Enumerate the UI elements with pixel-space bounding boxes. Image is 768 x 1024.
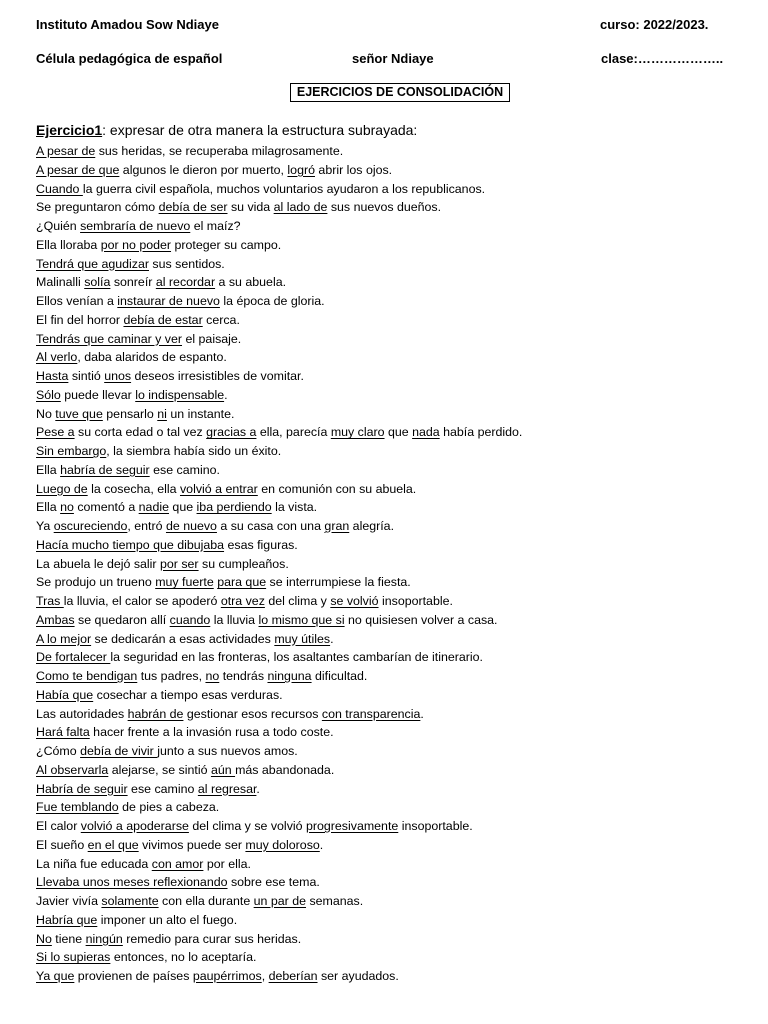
- sentence-text: sus heridas, se recuperaba milagrosamente.: [95, 144, 344, 158]
- sentence-text: El sueño: [36, 837, 88, 852]
- underlined-phrase: lo mismo que si: [258, 612, 345, 627]
- sentence-text: deseos irresistibles de vomitar.: [131, 369, 304, 383]
- sentence-text: se dedicarán a esas actividades: [91, 631, 275, 646]
- underlined-phrase: unos: [104, 369, 132, 383]
- underlined-phrase: habrán de: [127, 706, 184, 721]
- underlined-phrase: Como te bendigan: [36, 669, 138, 683]
- sentence-item: [36, 442, 522, 461]
- sentence-text: proteger su campo.: [171, 237, 282, 252]
- sentence-item: [36, 798, 522, 817]
- sentence-text: gestionar esos recursos: [183, 706, 322, 721]
- sentence-item: [36, 892, 522, 911]
- underlined-phrase: Sólo: [36, 387, 61, 402]
- class-field: clase:………………..: [601, 51, 724, 66]
- exercise-heading: [36, 122, 417, 138]
- sentence-text: con ella durante: [158, 894, 254, 908]
- sentence-text: la cosecha, ella: [87, 481, 180, 496]
- sentence-text: puede llevar: [60, 387, 136, 402]
- sentence-item: [36, 461, 522, 480]
- sentence-text: La niña fue educada: [36, 856, 152, 871]
- sentence-item: [36, 742, 522, 761]
- underlined-phrase: Pese a: [36, 425, 75, 440]
- sentence-item: [36, 217, 522, 236]
- underlined-phrase: logró: [287, 162, 315, 177]
- sentence-text: ser ayudados.: [317, 969, 399, 983]
- department-name: Célula pedagógica de español: [36, 51, 223, 66]
- underlined-phrase: Cuando: [36, 181, 83, 196]
- underlined-phrase: otra vez: [220, 594, 265, 608]
- underlined-phrase: al regresar: [197, 781, 257, 796]
- underlined-phrase: cuando: [169, 612, 211, 627]
- underlined-phrase: ni: [157, 406, 167, 421]
- sentence-text: Ella: [36, 462, 61, 477]
- sentence-text: sintió: [68, 369, 105, 383]
- sentence-item: [36, 292, 522, 311]
- sentence-text: insoportable.: [398, 819, 473, 833]
- sentence-text: ella, parecía: [256, 425, 331, 440]
- sentence-text: sobre ese tema.: [227, 875, 320, 890]
- sentence-text: junto a sus nuevos amos.: [157, 744, 298, 758]
- sentence-item: [36, 630, 522, 649]
- underlined-phrase: al lado de: [273, 200, 328, 215]
- sentence-item: [36, 180, 522, 199]
- sentence-text: algunos le dieron por muerto,: [119, 162, 288, 177]
- sentence-text: Se preguntaron cómo: [36, 200, 159, 215]
- underlined-phrase: de nuevo: [165, 519, 217, 533]
- sentence-item: [36, 705, 522, 724]
- sentence-item: [36, 592, 522, 611]
- underlined-phrase: al recordar: [155, 275, 216, 290]
- sentence-text: el paisaje.: [182, 331, 242, 346]
- sentence-text: Ellos venían a: [36, 294, 118, 308]
- sentence-text: sus sentidos.: [148, 256, 225, 271]
- underlined-phrase: debía de vivir: [80, 744, 158, 758]
- underlined-phrase: No: [36, 931, 52, 946]
- sentence-item: [36, 405, 522, 424]
- underlined-phrase: Tendrás que caminar y ver: [36, 331, 183, 346]
- sentence-text: cerca.: [202, 312, 240, 327]
- sentence-item: [36, 723, 522, 742]
- sentence-text: alejarse, se sintió: [108, 762, 211, 777]
- underlined-phrase: tuve que: [55, 406, 103, 421]
- sentence-item: [36, 142, 522, 161]
- underlined-phrase: A lo mejor: [36, 631, 92, 646]
- sentence-text: La abuela le dejó salir: [36, 556, 160, 571]
- sentence-item: [36, 367, 522, 386]
- sentence-item: [36, 386, 522, 405]
- sentence-text: cosechar a tiempo esas verduras.: [93, 687, 283, 702]
- underlined-phrase: no: [205, 669, 220, 683]
- sentence-item: [36, 311, 522, 330]
- underlined-phrase: debía de estar: [123, 312, 203, 327]
- underlined-phrase: Ya que: [36, 969, 75, 983]
- sentence-text: alegría.: [349, 519, 395, 533]
- sentence-item: [36, 780, 522, 799]
- sentence-text: ese camino.: [149, 462, 220, 477]
- underlined-phrase: Tras: [36, 594, 64, 608]
- sentence-text: sus nuevos dueños.: [327, 200, 442, 215]
- sentence-item: [36, 930, 522, 949]
- sentence-item: [36, 911, 522, 930]
- sentence-item: [36, 423, 522, 442]
- sentence-text: Ya: [36, 519, 54, 533]
- sentence-text: del clima y se volvió: [188, 819, 306, 833]
- underlined-phrase: por no poder: [100, 237, 172, 252]
- sentence-item: [36, 648, 522, 667]
- sentence-item: [36, 555, 522, 574]
- sentence-text: tiene: [51, 931, 86, 946]
- sentence-item: [36, 836, 522, 855]
- underlined-phrase: instaurar de nuevo: [117, 294, 220, 308]
- sentence-text: de pies a cabeza.: [118, 800, 220, 815]
- course-year: curso: 2022/2023.: [600, 17, 709, 32]
- sentence-text: se interrumpiese la fiesta.: [266, 575, 411, 590]
- sentence-text: no quisiesen volver a casa.: [344, 612, 498, 627]
- underlined-phrase: Luego de: [36, 481, 88, 496]
- sentence-item: [36, 348, 522, 367]
- sentence-text: su corta edad o tal vez: [74, 425, 207, 440]
- underlined-phrase: con transparencia: [321, 706, 421, 721]
- sentence-text: Ella: [36, 500, 61, 515]
- sentence-text: Las autoridades: [36, 706, 128, 721]
- sentence-text: la época de gloria.: [219, 294, 325, 308]
- underlined-phrase: solamente: [101, 894, 159, 908]
- sentence-text: la seguridad en las fronteras, los asaltantes cambarían de itinerario.: [110, 650, 483, 665]
- sentence-text: Ella lloraba: [36, 237, 101, 252]
- underlined-phrase: no: [60, 500, 74, 515]
- sentence-item: [36, 573, 522, 592]
- underlined-phrase: iba perdiendo: [196, 500, 272, 515]
- underlined-phrase: ninguna: [267, 669, 312, 683]
- sentence-text: la guerra civil española, muchos voluntarios ayudaron a los republicanos.: [82, 181, 486, 196]
- sentence-text: .: [224, 387, 228, 402]
- sentence-list: [36, 142, 522, 986]
- underlined-phrase: De fortalecer: [36, 650, 111, 665]
- sentence-text: abrir los ojos.: [314, 162, 393, 177]
- sentence-item: [36, 686, 522, 705]
- sentence-text: remedio para curar sus heridas.: [122, 931, 302, 946]
- sentence-text: que: [384, 425, 413, 440]
- sentence-text: tus padres,: [137, 669, 206, 683]
- underlined-phrase: Hacía mucho tiempo que dibujaba: [36, 537, 225, 552]
- sentence-text: El calor: [36, 819, 81, 833]
- sentence-text: por ella.: [203, 856, 251, 871]
- sentence-text: Javier vivía: [36, 894, 102, 908]
- sentence-item: [36, 611, 522, 630]
- underlined-phrase: Sin embargo: [36, 444, 107, 458]
- underlined-phrase: nadie: [138, 500, 169, 515]
- sentence-text: su vida: [227, 200, 274, 215]
- underlined-phrase: ningún: [85, 931, 123, 946]
- underlined-phrase: muy fuerte: [155, 575, 214, 590]
- sentence-text: .: [330, 631, 334, 646]
- sentence-text: del clima y: [264, 594, 331, 608]
- sentence-item: [36, 161, 522, 180]
- underlined-phrase: Habría que: [36, 912, 98, 927]
- sentence-text: , la siembra había sido un éxito.: [106, 444, 282, 458]
- sentence-text: vivimos puede ser: [138, 837, 246, 852]
- sentence-text: la lluvia: [210, 612, 259, 627]
- underlined-phrase: A pesar de: [36, 144, 96, 158]
- sentence-text: a su casa con una: [216, 519, 325, 533]
- sentence-text: .: [256, 781, 260, 796]
- sentence-text: ese camino: [127, 781, 198, 796]
- sentence-text: pensarlo: [102, 406, 158, 421]
- sentence-text: dificultad.: [311, 669, 368, 683]
- underlined-phrase: Había que: [36, 687, 94, 702]
- sentence-item: [36, 517, 522, 536]
- sentence-text: semanas.: [306, 894, 364, 908]
- sentence-text: en comunión con su abuela.: [257, 481, 417, 496]
- teacher-name: señor Ndiaye: [352, 51, 434, 66]
- underlined-phrase: progresivamente: [305, 819, 399, 833]
- underlined-phrase: paupérrimos: [192, 969, 262, 983]
- sentence-text: un instante.: [166, 406, 235, 421]
- sentence-text: Se produjo un trueno: [36, 575, 156, 590]
- underlined-phrase: nada: [412, 425, 440, 440]
- sentence-text: más abandonada.: [235, 762, 335, 777]
- sentence-item: [36, 330, 522, 349]
- sentence-text: .: [319, 837, 324, 852]
- sentence-text: sonreír: [110, 275, 156, 290]
- page-title: EJERCICIOS DE CONSOLIDACIÓN: [290, 83, 510, 102]
- underlined-phrase: aún: [210, 762, 236, 777]
- underlined-phrase: Si lo supieras: [36, 950, 111, 965]
- sentence-text: tendrás: [219, 669, 268, 683]
- sentence-item: [36, 255, 522, 274]
- underlined-phrase: por ser: [160, 556, 199, 571]
- underlined-phrase: con amor: [151, 856, 204, 871]
- sentence-text: la lluvia, el calor se apoderó: [63, 594, 221, 608]
- sentence-text: provienen de países: [74, 969, 193, 983]
- sentence-text: se quedaron allí: [74, 612, 170, 627]
- underlined-phrase: Tendrá que agudizar: [36, 256, 149, 271]
- underlined-phrase: muy útiles: [274, 631, 331, 646]
- sentence-text: había perdido.: [439, 425, 523, 440]
- sentence-item: [36, 667, 522, 686]
- underlined-phrase: deberían: [268, 969, 318, 983]
- sentence-item: [36, 967, 522, 986]
- sentence-item: [36, 198, 522, 217]
- underlined-phrase: en el que: [87, 837, 139, 852]
- sentence-text: la vista.: [271, 500, 318, 515]
- sentence-item: [36, 273, 522, 292]
- underlined-phrase: volvió a entrar: [179, 481, 258, 496]
- underlined-phrase: muy claro: [330, 425, 385, 440]
- underlined-phrase: un par de: [253, 894, 307, 908]
- sentence-text: No: [36, 406, 56, 421]
- sentence-text: .: [420, 706, 424, 721]
- sentence-item: [36, 817, 522, 836]
- sentence-text: , entró: [127, 519, 166, 533]
- sentence-text: su cumpleaños.: [198, 556, 289, 571]
- underlined-phrase: gran: [324, 519, 350, 533]
- sentence-text: insoportable.: [378, 594, 453, 608]
- sentence-item: [36, 498, 522, 517]
- underlined-phrase: lo indispensable: [135, 387, 225, 402]
- underlined-phrase: Hasta: [36, 369, 69, 383]
- sentence-item: [36, 873, 522, 892]
- underlined-phrase: Fue temblando: [36, 800, 119, 815]
- institute-name: Instituto Amadou Sow Ndiaye: [36, 17, 219, 32]
- sentence-text: comentó a: [73, 500, 139, 515]
- underlined-phrase: oscureciendo: [53, 519, 128, 533]
- underlined-phrase: debía de ser: [158, 200, 228, 215]
- exercise-instruction: : expresar de otra manera la estructura subrayada:: [102, 122, 418, 138]
- underlined-phrase: Habría de seguir: [36, 781, 128, 796]
- sentence-text: ¿Cómo: [36, 744, 81, 758]
- sentence-text: Malinalli: [36, 275, 85, 290]
- underlined-phrase: Ambas: [36, 612, 75, 627]
- sentence-text: a su abuela.: [215, 275, 287, 290]
- underlined-phrase: sembraría de nuevo: [80, 219, 191, 233]
- underlined-phrase: A pesar de que: [36, 162, 120, 177]
- underlined-phrase: Al verlo: [36, 350, 78, 365]
- sentence-text: El fin del horror: [36, 312, 124, 327]
- sentence-text: ¿Quién: [36, 219, 81, 233]
- sentence-text: que: [168, 500, 197, 515]
- sentence-item: [36, 480, 522, 499]
- underlined-phrase: solía: [84, 275, 111, 290]
- underlined-phrase: muy doloroso: [245, 837, 320, 852]
- underlined-phrase: Llevaba unos meses reflexionando: [36, 875, 228, 890]
- underlined-phrase: Al observarla: [36, 762, 109, 777]
- underlined-phrase: Hará falta: [36, 725, 90, 740]
- sentence-text: hacer frente a la invasión rusa a todo coste.: [89, 725, 334, 740]
- underlined-phrase: se volvió: [330, 594, 379, 608]
- exercise-label: Ejercicio1: [36, 122, 103, 138]
- sentence-item: [36, 236, 522, 255]
- sentence-text: entonces, no lo aceptaría.: [110, 950, 257, 965]
- sentence-item: [36, 536, 522, 555]
- sentence-item: [36, 855, 522, 874]
- sentence-text: imponer un alto el fuego.: [97, 912, 238, 927]
- underlined-phrase: volvió a apoderarse: [80, 819, 189, 833]
- underlined-phrase: habría de seguir: [60, 462, 150, 477]
- underlined-phrase: para que: [217, 575, 267, 590]
- sentence-item: [36, 761, 522, 780]
- sentence-item: [36, 948, 522, 967]
- sentence-text: esas figuras.: [224, 537, 298, 552]
- underlined-phrase: gracias a: [206, 425, 257, 440]
- sentence-text: ,: [261, 969, 269, 983]
- sentence-text: el maíz?: [190, 219, 241, 233]
- sentence-text: , daba alaridos de espanto.: [77, 350, 227, 365]
